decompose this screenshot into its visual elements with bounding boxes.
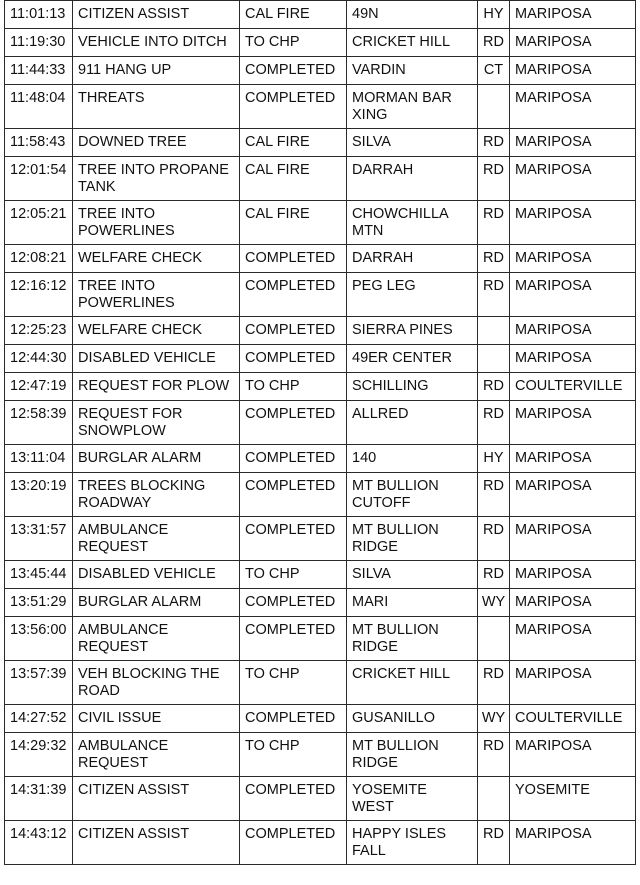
call-time: 12:44:30 — [5, 345, 73, 373]
call-time: 12:08:21 — [5, 245, 73, 273]
call-time: 13:31:57 — [5, 517, 73, 561]
log-row — [5, 517, 636, 561]
call-street: SCHILLING — [347, 373, 478, 401]
call-type: AMBULANCE REQUEST — [73, 733, 240, 777]
call-street: MT BULLION RIDGE — [347, 617, 478, 661]
call-disposition: COMPLETED — [240, 345, 347, 373]
call-type: CITIZEN ASSIST — [73, 821, 240, 865]
call-city: MARIPOSA — [510, 1, 636, 29]
call-street: PEG LEG — [347, 273, 478, 317]
call-city: MARIPOSA — [510, 561, 636, 589]
call-street-suffix: RD — [478, 201, 510, 245]
call-city: MARIPOSA — [510, 245, 636, 273]
call-city: MARIPOSA — [510, 317, 636, 345]
call-disposition: CAL FIRE — [240, 1, 347, 29]
call-time: 12:47:19 — [5, 373, 73, 401]
call-time: 11:19:30 — [5, 29, 73, 57]
call-street-suffix: RD — [478, 821, 510, 865]
call-street: MT BULLION RIDGE — [347, 733, 478, 777]
log-row — [5, 157, 636, 201]
call-type: VEHICLE INTO DITCH — [73, 29, 240, 57]
call-street-suffix: RD — [478, 517, 510, 561]
call-street: VARDIN — [347, 57, 478, 85]
call-disposition: COMPLETED — [240, 589, 347, 617]
call-disposition: TO CHP — [240, 29, 347, 57]
call-type: WELFARE CHECK — [73, 317, 240, 345]
call-time: 12:05:21 — [5, 201, 73, 245]
call-time: 11:58:43 — [5, 129, 73, 157]
call-street: CRICKET HILL — [347, 661, 478, 705]
call-disposition: COMPLETED — [240, 317, 347, 345]
call-street-suffix: RD — [478, 29, 510, 57]
call-time: 13:57:39 — [5, 661, 73, 705]
log-row — [5, 561, 636, 589]
call-type: BURGLAR ALARM — [73, 589, 240, 617]
call-disposition: COMPLETED — [240, 445, 347, 473]
call-street: HAPPY ISLES FALL — [347, 821, 478, 865]
call-city: MARIPOSA — [510, 85, 636, 129]
log-row — [5, 57, 636, 85]
call-disposition: COMPLETED — [240, 777, 347, 821]
call-street-suffix: RD — [478, 473, 510, 517]
call-street: 140 — [347, 445, 478, 473]
call-street-suffix — [478, 345, 510, 373]
call-street: 49ER CENTER — [347, 345, 478, 373]
call-type: CIVIL ISSUE — [73, 705, 240, 733]
log-row — [5, 85, 636, 129]
call-type: CITIZEN ASSIST — [73, 1, 240, 29]
call-city: MARIPOSA — [510, 473, 636, 517]
call-city: MARIPOSA — [510, 733, 636, 777]
call-type: THREATS — [73, 85, 240, 129]
log-row — [5, 245, 636, 273]
log-row — [5, 445, 636, 473]
call-disposition: COMPLETED — [240, 85, 347, 129]
log-row — [5, 1, 636, 29]
call-street: YOSEMITE WEST — [347, 777, 478, 821]
call-time: 11:01:13 — [5, 1, 73, 29]
call-street: GUSANILLO — [347, 705, 478, 733]
call-street-suffix — [478, 617, 510, 661]
call-disposition: COMPLETED — [240, 245, 347, 273]
call-time: 14:27:52 — [5, 705, 73, 733]
call-type: TREES BLOCKING ROADWAY — [73, 473, 240, 517]
call-disposition: CAL FIRE — [240, 157, 347, 201]
log-row — [5, 589, 636, 617]
call-street-suffix: RD — [478, 273, 510, 317]
call-street: DARRAH — [347, 157, 478, 201]
call-disposition: COMPLETED — [240, 617, 347, 661]
log-row — [5, 345, 636, 373]
call-street: MORMAN BAR XING — [347, 85, 478, 129]
call-type: TREE INTO POWERLINES — [73, 201, 240, 245]
dispatch-log-table — [4, 0, 636, 865]
call-time: 12:58:39 — [5, 401, 73, 445]
call-disposition: CAL FIRE — [240, 201, 347, 245]
call-time: 14:31:39 — [5, 777, 73, 821]
log-row — [5, 401, 636, 445]
call-type: 911 HANG UP — [73, 57, 240, 85]
call-city: MARIPOSA — [510, 589, 636, 617]
log-row — [5, 705, 636, 733]
call-city: MARIPOSA — [510, 157, 636, 201]
log-row — [5, 317, 636, 345]
call-city: COULTERVILLE — [510, 373, 636, 401]
call-street-suffix: RD — [478, 733, 510, 777]
call-time: 11:48:04 — [5, 85, 73, 129]
call-city: MARIPOSA — [510, 273, 636, 317]
call-street: ALLRED — [347, 401, 478, 445]
log-row — [5, 733, 636, 777]
call-street-suffix: RD — [478, 401, 510, 445]
call-street-suffix: HY — [478, 1, 510, 29]
log-row — [5, 661, 636, 705]
call-time: 13:11:04 — [5, 445, 73, 473]
call-time: 12:01:54 — [5, 157, 73, 201]
call-disposition: COMPLETED — [240, 705, 347, 733]
call-street-suffix: RD — [478, 129, 510, 157]
call-type: TREE INTO PROPANE TANK — [73, 157, 240, 201]
call-type: VEH BLOCKING THE ROAD — [73, 661, 240, 705]
log-row — [5, 473, 636, 517]
call-type: WELFARE CHECK — [73, 245, 240, 273]
call-street: DARRAH — [347, 245, 478, 273]
call-disposition: TO CHP — [240, 661, 347, 705]
call-street: MT BULLION RIDGE — [347, 517, 478, 561]
dispatch-log-body — [5, 1, 636, 865]
log-row — [5, 777, 636, 821]
call-street-suffix: HY — [478, 445, 510, 473]
call-type: DOWNED TREE — [73, 129, 240, 157]
call-street-suffix: RD — [478, 245, 510, 273]
call-time: 14:43:12 — [5, 821, 73, 865]
call-city: YOSEMITE — [510, 777, 636, 821]
call-street-suffix — [478, 317, 510, 345]
call-street-suffix: WY — [478, 589, 510, 617]
call-street: CRICKET HILL — [347, 29, 478, 57]
call-type: BURGLAR ALARM — [73, 445, 240, 473]
call-city: MARIPOSA — [510, 617, 636, 661]
log-row — [5, 373, 636, 401]
call-disposition: COMPLETED — [240, 821, 347, 865]
call-city: MARIPOSA — [510, 29, 636, 57]
call-street-suffix: WY — [478, 705, 510, 733]
call-time: 13:20:19 — [5, 473, 73, 517]
call-city: MARIPOSA — [510, 401, 636, 445]
call-type: CITIZEN ASSIST — [73, 777, 240, 821]
call-time: 11:44:33 — [5, 57, 73, 85]
call-time: 13:45:44 — [5, 561, 73, 589]
call-time: 12:25:23 — [5, 317, 73, 345]
call-street-suffix: RD — [478, 373, 510, 401]
call-street: MT BULLION CUTOFF — [347, 473, 478, 517]
call-city: COULTERVILLE — [510, 705, 636, 733]
call-street: MARI — [347, 589, 478, 617]
log-row — [5, 29, 636, 57]
call-street: SILVA — [347, 129, 478, 157]
call-type: DISABLED VEHICLE — [73, 561, 240, 589]
call-city: MARIPOSA — [510, 445, 636, 473]
call-street: SIERRA PINES — [347, 317, 478, 345]
call-city: MARIPOSA — [510, 821, 636, 865]
call-disposition: COMPLETED — [240, 273, 347, 317]
call-disposition: COMPLETED — [240, 517, 347, 561]
call-street-suffix: RD — [478, 661, 510, 705]
call-type: REQUEST FOR PLOW — [73, 373, 240, 401]
call-time: 12:16:12 — [5, 273, 73, 317]
call-disposition: TO CHP — [240, 561, 347, 589]
log-row — [5, 273, 636, 317]
call-street: CHOWCHILLA MTN — [347, 201, 478, 245]
call-city: MARIPOSA — [510, 57, 636, 85]
call-street-suffix: RD — [478, 157, 510, 201]
call-city: MARIPOSA — [510, 201, 636, 245]
call-city: MARIPOSA — [510, 517, 636, 561]
call-disposition: TO CHP — [240, 733, 347, 777]
log-row — [5, 129, 636, 157]
call-city: MARIPOSA — [510, 345, 636, 373]
log-row — [5, 821, 636, 865]
call-street: SILVA — [347, 561, 478, 589]
log-row — [5, 617, 636, 661]
call-disposition: CAL FIRE — [240, 129, 347, 157]
call-time: 13:56:00 — [5, 617, 73, 661]
call-disposition: COMPLETED — [240, 401, 347, 445]
call-type: REQUEST FOR SNOWPLOW — [73, 401, 240, 445]
call-street-suffix: CT — [478, 57, 510, 85]
call-time: 14:29:32 — [5, 733, 73, 777]
log-row — [5, 201, 636, 245]
call-city: MARIPOSA — [510, 661, 636, 705]
call-disposition: TO CHP — [240, 373, 347, 401]
call-street-suffix — [478, 85, 510, 129]
call-street: 49N — [347, 1, 478, 29]
call-type: AMBULANCE REQUEST — [73, 517, 240, 561]
call-disposition: COMPLETED — [240, 57, 347, 85]
call-type: DISABLED VEHICLE — [73, 345, 240, 373]
call-time: 13:51:29 — [5, 589, 73, 617]
call-type: TREE INTO POWERLINES — [73, 273, 240, 317]
call-street-suffix — [478, 777, 510, 821]
call-city: MARIPOSA — [510, 129, 636, 157]
call-type: AMBULANCE REQUEST — [73, 617, 240, 661]
call-street-suffix: RD — [478, 561, 510, 589]
call-disposition: COMPLETED — [240, 473, 347, 517]
